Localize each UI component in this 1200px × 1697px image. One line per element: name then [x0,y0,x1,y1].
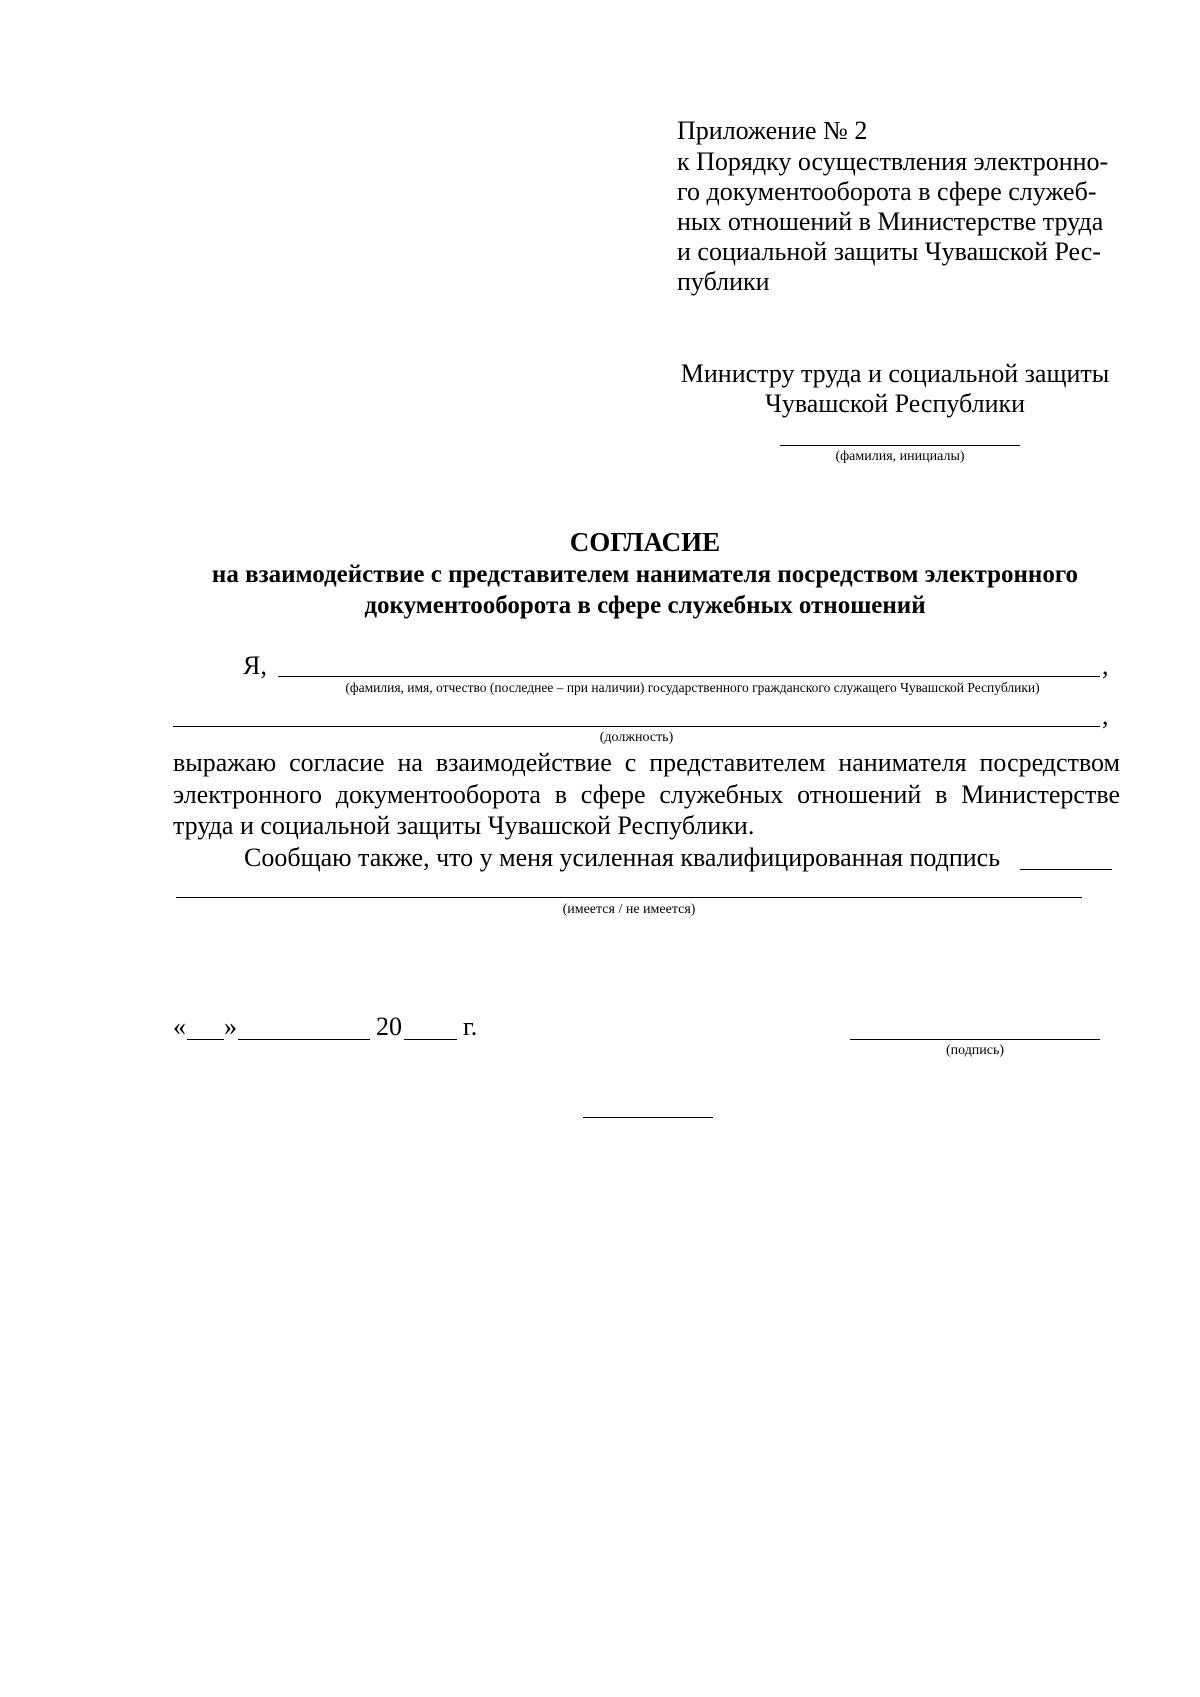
appendix-line: ных отношений в Министерстве труда [677,207,1104,236]
signature-status-text: Сообщаю также, что у меня усиленная квалифицированная подпись [244,843,1001,872]
appendix-line: го документооборота в сфере служеб- [677,177,1097,206]
addressee-line: Министру труда и социальной защиты [680,359,1110,388]
addressee-caption: (фамилия, инициалы) [835,449,965,464]
date-day-line [187,1039,224,1040]
document-subtitle: документооборота в сфере служебных отношений [364,592,926,619]
appendix-line: к Порядку осуществления электронно- [677,147,1109,176]
signature-status-caption: (имеется / не имеется) [562,902,696,917]
signature-status-line [176,897,1082,898]
date-month-line [238,1039,370,1040]
date-year-suffix: г. [463,1012,478,1041]
consent-text-line: электронного документооборота в сфере служебных отношений в Министерстве [173,780,1120,809]
full-name-line [278,676,1100,677]
position-caption: (должность) [599,730,674,745]
appendix-line: и социальной защиты Чувашской Рес- [677,237,1101,266]
i-label: Я, [243,651,267,680]
full-name-caption: (фамилия, имя, отчество (последнее – при наличии) государственного гражданского служащего Чувашской Республики) [345,680,1040,695]
comma: , [1102,651,1109,680]
document-title: СОГЛАСИЕ [569,527,721,557]
consent-text-line: труда и социальной защиты Чувашской Республики. [173,811,755,840]
date-year-line [404,1039,457,1040]
appendix-line: публики [677,267,770,296]
appendix-number: Приложение № 2 [677,116,868,145]
end-separator [583,1117,713,1118]
document-subtitle: на взаимодействие с представителем нанимателя посредством электронного [211,561,1079,588]
position-line [173,726,1100,727]
signature-caption: (подпись) [945,1043,1005,1058]
signature-line [850,1039,1100,1040]
addressee-line: Чувашской Республики [764,389,1026,418]
date-year-prefix: 20 [376,1012,402,1041]
date-quote-open: « [173,1012,186,1041]
consent-text-line: выражаю согласие на взаимодействие с представителем нанимателя посредством [173,748,1120,777]
comma: , [1102,701,1109,730]
date-quote-close: » [224,1012,237,1041]
signature-status-line [1020,869,1112,870]
addressee-name-line [780,445,1020,446]
